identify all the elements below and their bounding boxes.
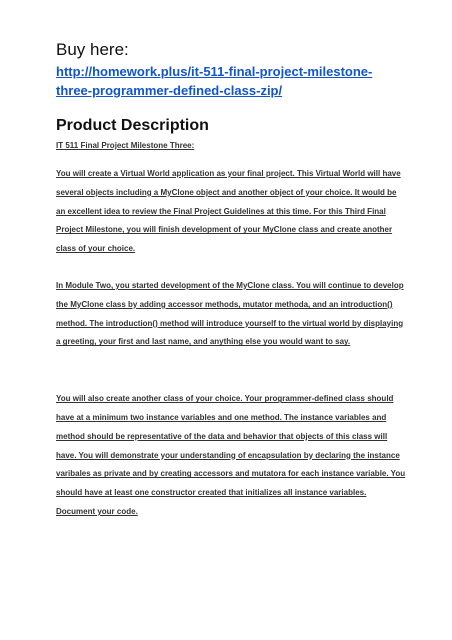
document-subtitle: IT 511 Final Project Milestone Three: [56,141,195,150]
product-description-heading: Product Description [56,117,209,134]
document-page [56,40,406,522]
paragraph-module-two: In Module Two, you started development of the MyClone class. You will continue to develop the MyClone class by adding accessor methods, mutator methoda, and an introduction() method. The introduction() method will introduce yourself to the virtual world by displaying a greeting, your first and last name, and anything else you would want to say. [56,280,404,347]
buy-link[interactable]: http://homework.plus/it-511-final-project-milestone-three-programmer-defined-class-zip/ [56,64,373,98]
paragraph-programmer-defined-class: You will also create another class of your choice. Your programmer-defined class should have at a minimum two instance variables and one method. The instance variables and method should be representative of the data and behavior that objects of this class will have. You will demonstrate your understanding of encapsulation by declaring the instance varibales as private and by creating accessors and mutatora for each instance variable. You should have at least one constructor created that initializes all instance variables. Document your code. [56,394,406,516]
paragraph-virtual-world: You will create a Virtual World application as your final project. This Virtual World will have several objects including a MyClone object and another object of your choice. It would be an excellent idea to review the Final Project Guidelines at this time. For this Third Final Project Milestone, you will finish development of your MyClone class and create another class of your choice. [56,169,401,254]
buy-heading: Buy here: [56,40,129,59]
